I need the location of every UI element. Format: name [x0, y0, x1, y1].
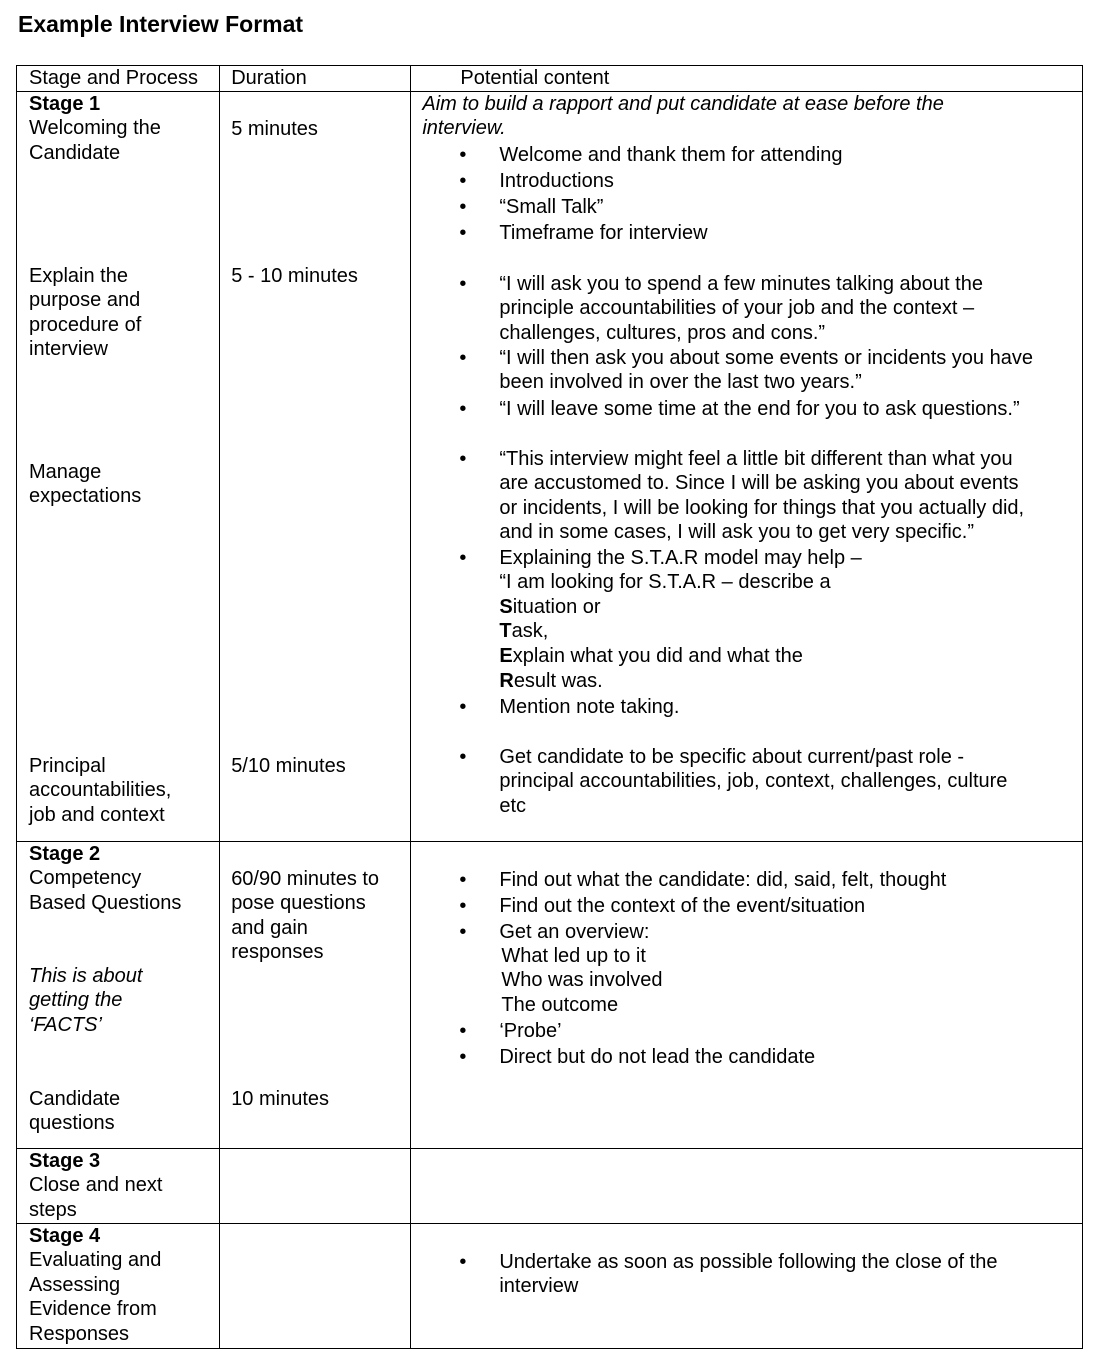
- note-text: ‘FACTS’: [29, 1013, 102, 1036]
- process-text: questions: [29, 1112, 115, 1135]
- process-text: Based Questions: [29, 891, 182, 914]
- bullet-item: • “Small Talk”: [499, 195, 1059, 220]
- header-stage-and-process: [17, 66, 220, 92]
- duration-text: 10 minutes: [231, 1087, 330, 1110]
- bullet-item: • ‘Probe’: [499, 1019, 1059, 1044]
- process-text: Candidate: [29, 1087, 121, 1110]
- table-header-row: [17, 66, 1083, 92]
- bullet-item: • “I will then ask you about some events or incidents you have been involved in over the last two years.”: [499, 346, 1079, 395]
- bullet-item: • Mention note taking.: [499, 695, 1059, 720]
- page-title: Example Interview Format: [18, 11, 304, 37]
- stage-3-duration-cell: [220, 1148, 411, 1223]
- duration-text: and gain: [231, 916, 308, 939]
- bullet-item: • Direct but do not lead the candidate: [499, 1045, 1059, 1070]
- stage-3-process-cell: [17, 1148, 220, 1223]
- header-label: Stage and Process: [29, 67, 198, 89]
- stage-1-content-cell: [411, 91, 1083, 841]
- overview-item: The outcome: [501, 993, 619, 1016]
- duration-text: 60/90 minutes to: [231, 867, 380, 890]
- table-row-stage-2: [17, 841, 1083, 1148]
- process-text: job and context: [29, 803, 165, 826]
- process-text: purpose and: [29, 289, 141, 312]
- stage-2-content-cell: [411, 841, 1083, 1148]
- note-text: getting the: [29, 989, 123, 1012]
- duration-text: 5/10 minutes: [231, 754, 346, 777]
- stage-2-process-cell: [17, 841, 220, 1148]
- stage-4-process-cell: [17, 1223, 220, 1348]
- bullet-item: • Introductions: [499, 169, 1059, 194]
- stage-4-duration-cell: [220, 1223, 411, 1348]
- table-row-stage-1: [17, 91, 1083, 841]
- stage-1-process-cell: [17, 91, 220, 841]
- bullet-item: • Find out the context of the event/situation: [499, 894, 1059, 919]
- table-row-stage-4: [17, 1223, 1083, 1348]
- process-text: Principal: [29, 754, 106, 777]
- duration-text: 5 - 10 minutes: [231, 264, 358, 287]
- process-text: Close and next: [29, 1174, 163, 1197]
- bullet-item: • “This interview might feel a little bit different than what you are accustomed to. Since I will be asking you about events or incidents, I will be looking for things that you actually did, and in some cases, I will ask you to get very specific.”: [499, 447, 1079, 545]
- stage-2-duration-cell: [220, 841, 411, 1148]
- process-text: expectations: [29, 485, 142, 508]
- process-text: procedure of: [29, 313, 142, 336]
- process-text: Explain the: [29, 264, 128, 287]
- header-duration: [220, 66, 411, 92]
- star-line: Explain what you did and what the: [499, 644, 803, 667]
- stage-label: Stage 4: [29, 1224, 101, 1247]
- process-text: Competency: [29, 867, 142, 890]
- header-potential-content: [411, 66, 1083, 92]
- process-text: Manage: [29, 460, 102, 483]
- star-line: Task,: [499, 620, 549, 643]
- bullet-item: • Undertake as soon as possible following the close of the interview: [499, 1250, 1079, 1299]
- overview-list: [501, 944, 1061, 1018]
- interview-format-table: [16, 65, 1083, 1349]
- stage-1-duration-cell: [220, 91, 411, 841]
- duration-text: pose questions: [231, 892, 366, 915]
- process-text: steps: [29, 1198, 77, 1221]
- stage-label: Stage 2: [29, 842, 101, 865]
- process-text: Evaluating and: [29, 1249, 162, 1272]
- stage-label: Stage 3: [29, 1149, 101, 1172]
- bullet-item: • Welcome and thank them for attending: [499, 143, 1059, 168]
- header-label: Duration: [231, 67, 307, 89]
- note-text: This is about: [29, 964, 143, 987]
- process-text: Evidence from: [29, 1298, 157, 1321]
- process-text: Responses: [29, 1322, 130, 1345]
- table-row-stage-3: [17, 1148, 1083, 1223]
- overview-item: What led up to it: [501, 944, 646, 967]
- header-label: Potential content: [460, 67, 610, 89]
- process-text: interview: [29, 338, 108, 361]
- bullet-item: • Get an overview:: [499, 920, 1059, 945]
- stage-3-content-cell: [411, 1148, 1083, 1223]
- duration-text: responses: [231, 941, 324, 964]
- process-text: accountabilities,: [29, 779, 172, 802]
- bullet-item: • Explaining the S.T.A.R model may help – “I am looking for S.T.A.R – describe a Situation or Task, Explain what you did and what the Result was.: [499, 546, 1079, 694]
- duration-text: 5 minutes: [231, 117, 318, 140]
- bullet-item: • “I will ask you to spend a few minutes talking about the principle accountabilities of your job and the context – challenges, cultures, pros and cons.”: [499, 272, 1079, 346]
- stage-4-content-cell: [411, 1223, 1083, 1348]
- process-text: Welcoming the: [29, 117, 161, 140]
- intro-text: interview.: [422, 117, 506, 140]
- bullet-item: • Get candidate to be specific about current/past role - principal accountabilities, job, context, challenges, culture etc: [499, 745, 1079, 819]
- bullet-item: • Find out what the candidate: did, said, felt, thought: [499, 868, 1059, 893]
- star-line: Result was.: [499, 669, 603, 692]
- bullet-item: • Timeframe for interview: [499, 221, 1059, 246]
- bullet-item: • “I will leave some time at the end for you to ask questions.”: [499, 397, 1079, 422]
- process-text: Candidate: [29, 141, 121, 164]
- stage-label: Stage 1: [29, 92, 101, 115]
- star-line: Situation or: [499, 595, 601, 618]
- process-text: Assessing: [29, 1273, 121, 1296]
- overview-item: Who was involved: [501, 969, 663, 992]
- intro-text: Aim to build a rapport and put candidate at ease before the: [422, 92, 944, 115]
